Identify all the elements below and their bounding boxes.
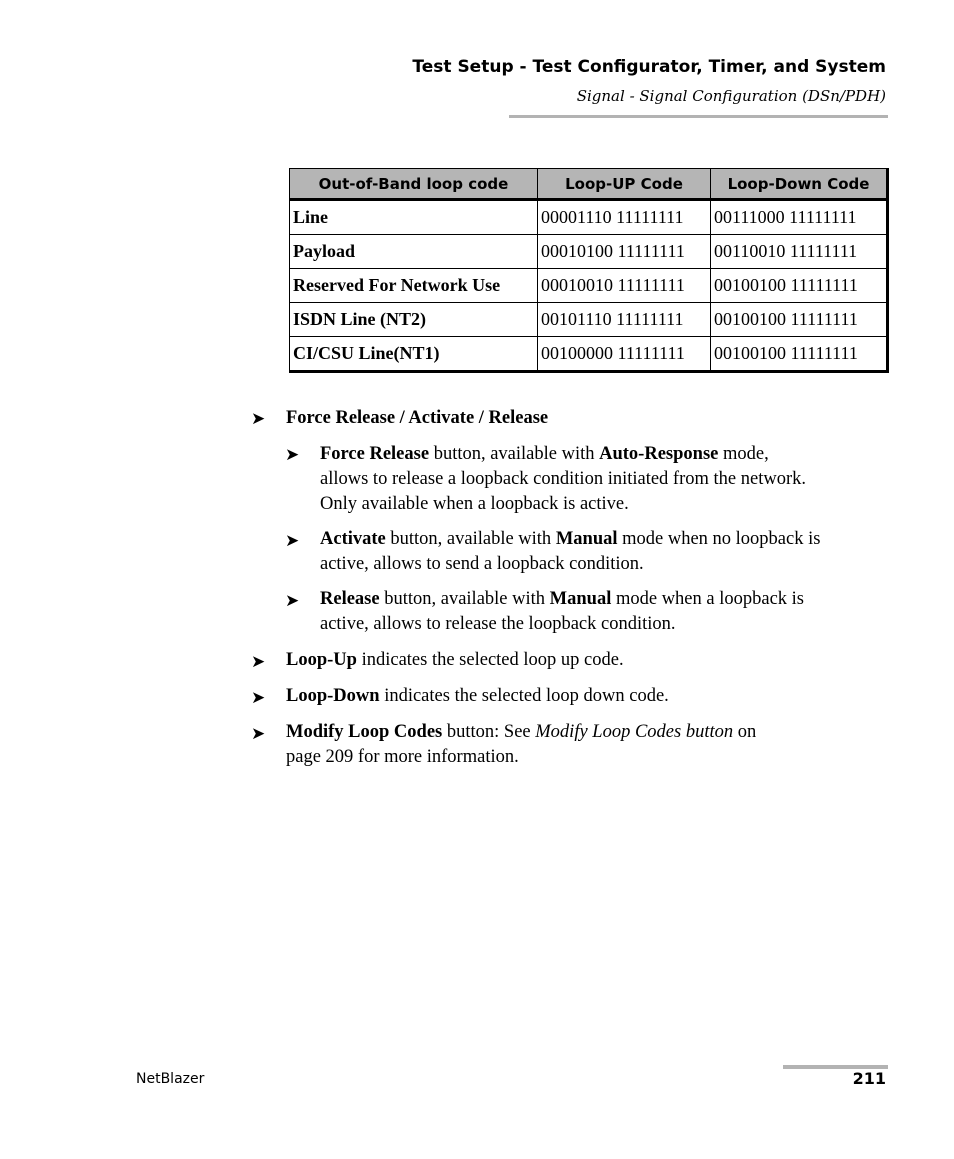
column-header: Loop-UP Code bbox=[538, 169, 711, 200]
table-cell: 00010010 11111111 bbox=[538, 269, 711, 303]
bullet-text: mode, bbox=[718, 444, 769, 464]
bold-term: Release bbox=[320, 589, 380, 609]
table-header-row bbox=[290, 169, 888, 200]
bullet-arrow-icon: ➤ bbox=[285, 445, 300, 465]
bullet-text: button, available with bbox=[429, 444, 600, 464]
table-row bbox=[290, 303, 888, 337]
bullet-arrow-icon: ➤ bbox=[285, 531, 300, 551]
bold-term: Loop-Down bbox=[286, 686, 380, 706]
table-cell: 00110010 11111111 bbox=[711, 235, 888, 269]
bullet-text: indicates the selected loop up code. bbox=[356, 650, 624, 670]
table-cell: 00100100 11111111 bbox=[711, 337, 888, 372]
bullet-text: mode when no loopback is bbox=[617, 529, 821, 549]
bullet-activate bbox=[320, 527, 895, 577]
table-cell: Line bbox=[290, 200, 538, 235]
bold-term: Force Release bbox=[320, 444, 430, 464]
table-cell: 00100000 11111111 bbox=[538, 337, 711, 372]
bullet-arrow-icon: ➤ bbox=[251, 724, 266, 744]
running-header-title: Test Setup - Test Configurator, Timer, and System bbox=[412, 57, 886, 77]
bullet-text: button: See bbox=[442, 722, 536, 742]
bullet-text-line: page 209 for more information. bbox=[286, 747, 519, 767]
table-cell: 00111000 11111111 bbox=[711, 200, 888, 235]
table-cell: CI/CSU Line(NT1) bbox=[290, 337, 538, 372]
bold-term: Modify Loop Codes bbox=[286, 722, 443, 742]
bullet-force-release-activate-release bbox=[286, 406, 548, 431]
bullet-text: on bbox=[733, 722, 757, 742]
table-cell: 00100100 11111111 bbox=[711, 303, 888, 337]
bullet-heading: Force Release / Activate / Release bbox=[286, 408, 549, 428]
bullet-text: mode when a loopback is bbox=[611, 589, 805, 609]
bullet-modify-loop-codes bbox=[286, 720, 886, 770]
bullet-text-line: active, allows to send a loopback condition. bbox=[320, 554, 644, 574]
running-header-subtitle: Signal - Signal Configuration (DSn/PDH) bbox=[576, 87, 886, 105]
bullet-text: button, available with bbox=[379, 589, 550, 609]
bullet-arrow-icon: ➤ bbox=[251, 409, 266, 429]
column-header: Out-of-Band loop code bbox=[290, 169, 538, 200]
bullet-text: button, available with bbox=[385, 529, 556, 549]
bullet-arrow-icon: ➤ bbox=[285, 591, 300, 611]
table-cell: 00100100 11111111 bbox=[711, 269, 888, 303]
table-cell: ISDN Line (NT2) bbox=[290, 303, 538, 337]
bullet-loop-down bbox=[286, 684, 669, 709]
page-number: 211 bbox=[852, 1069, 886, 1088]
bullet-text-line: allows to release a loopback condition initiated from the network. bbox=[320, 469, 806, 489]
table-cell: Reserved For Network Use bbox=[290, 269, 538, 303]
cross-reference-link[interactable]: Modify Loop Codes button bbox=[535, 722, 734, 742]
bullet-force-release bbox=[320, 442, 895, 517]
bold-term: Manual bbox=[555, 529, 618, 549]
table-cell: 00010100 11111111 bbox=[538, 235, 711, 269]
loop-code-table bbox=[289, 168, 889, 373]
bold-term: Auto-Response bbox=[599, 444, 719, 464]
bullet-text-line: active, allows to release the loopback condition. bbox=[320, 614, 676, 634]
bold-term: Activate bbox=[320, 529, 386, 549]
table-row bbox=[290, 269, 888, 303]
table-cell: 00001110 11111111 bbox=[538, 200, 711, 235]
footer-product-name: NetBlazer bbox=[136, 1071, 205, 1087]
table-row bbox=[290, 200, 888, 235]
bullet-loop-up bbox=[286, 648, 624, 673]
table-row bbox=[290, 235, 888, 269]
table-cell: Payload bbox=[290, 235, 538, 269]
bullet-text: indicates the selected loop down code. bbox=[379, 686, 669, 706]
bullet-release bbox=[320, 587, 895, 637]
bold-term: Manual bbox=[549, 589, 612, 609]
table-row bbox=[290, 337, 888, 372]
header-rule bbox=[509, 115, 888, 118]
bullet-text-line: Only available when a loopback is active. bbox=[320, 494, 629, 514]
column-header: Loop-Down Code bbox=[711, 169, 888, 200]
bullet-arrow-icon: ➤ bbox=[251, 652, 266, 672]
bold-term: Loop-Up bbox=[286, 650, 357, 670]
table-cell: 00101110 11111111 bbox=[538, 303, 711, 337]
bullet-arrow-icon: ➤ bbox=[251, 688, 266, 708]
